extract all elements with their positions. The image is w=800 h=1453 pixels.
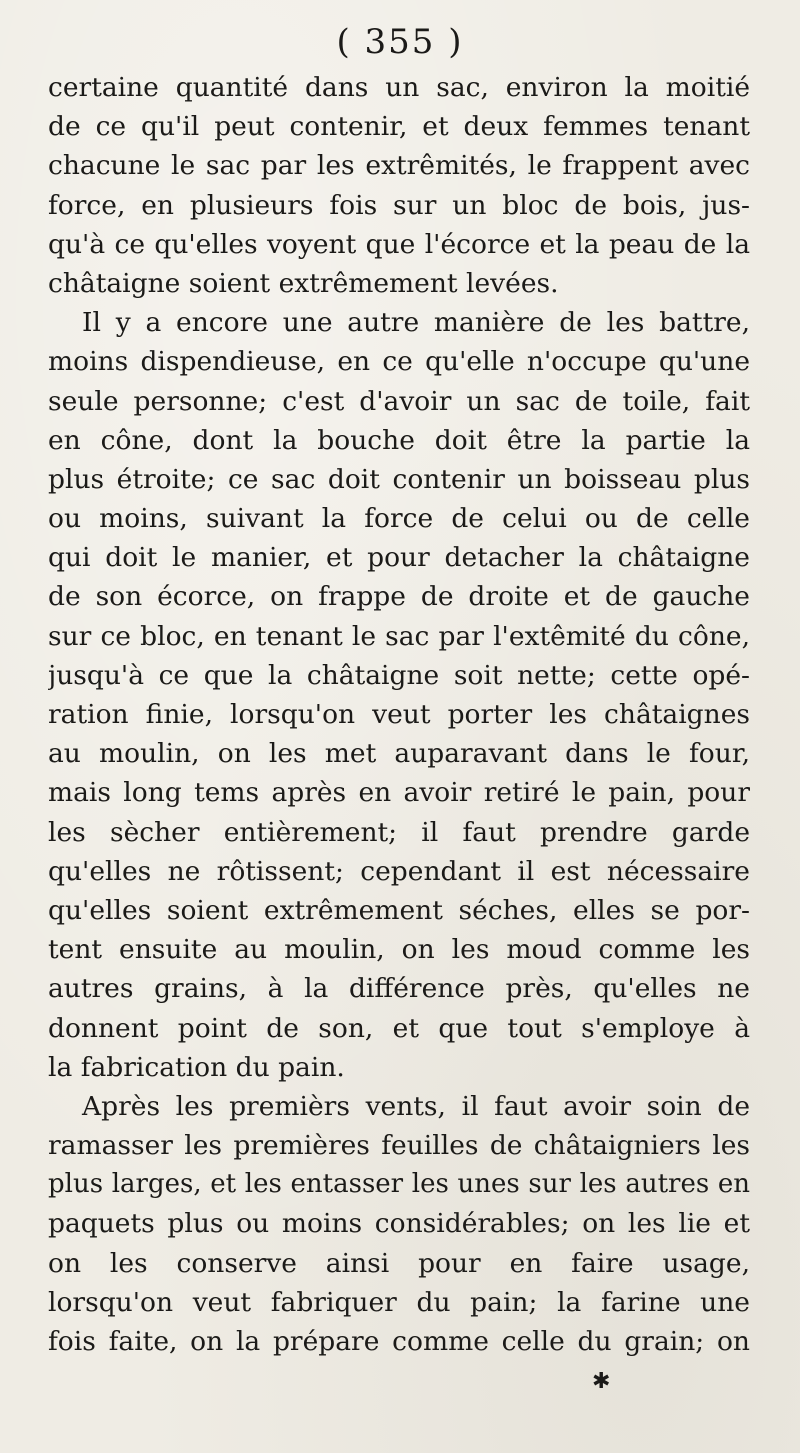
text-line: autres grains, à la différence près, qu'elles ne: [48, 973, 750, 1005]
text-line: moins dispendieuse, en ce qu'elle n'occupe qu'une: [48, 346, 750, 378]
text-line: au moulin, on les met auparavant dans le four,: [48, 738, 750, 770]
text-line: Après les premièrs vents, il faut avoir soin de: [82, 1090, 750, 1122]
text-line: sur ce bloc, en tenant le sac par l'extêmité du cône,: [48, 620, 750, 652]
text-line: plus étroite; ce sac doit contenir un boisseau plus: [48, 463, 750, 495]
text-line: certaine quantité dans un sac, environ la moitié: [48, 72, 750, 103]
text-line: chacune le sac par les extrêmités, le frappent avec: [48, 150, 750, 182]
text-line: jusqu'à ce que la châtaigne soit nette; cette opé-: [48, 659, 750, 691]
text-line: ou moins, suivant la force de celui ou de celle: [48, 503, 750, 535]
text-line: châtaigne soient extrêmement levées.: [48, 267, 559, 299]
text-line: force, en plusieurs fois sur un bloc de bois, jus-: [48, 189, 750, 221]
text-line: on les conserve ainsi pour en faire usage,: [48, 1247, 750, 1279]
text-line: la fabrication du pain.: [48, 1051, 345, 1083]
text-line: ramasser les premières feuilles de châtaigniers les: [48, 1130, 750, 1162]
text-line: de son écorce, on frappe de droite et de gauche: [48, 581, 750, 613]
body-text: [48, 68, 750, 1361]
text-line: paquets plus ou moins considérables; on les lie et: [48, 1208, 750, 1240]
page-number: ( 355 ): [336, 22, 464, 62]
text-line: seule personne; c'est d'avoir un sac de toile, fait: [48, 385, 750, 417]
text-line: fois faite, on la prépare comme celle du grain; on: [48, 1326, 750, 1357]
text-line: qui doit le manier, et pour detacher la châtaigne: [48, 542, 750, 574]
catchword-mark: ✱: [592, 1369, 611, 1394]
text-line: Il y a encore une autre manière de les battre,: [82, 307, 750, 339]
text-line: qu'elles soient extrêmement séches, elles se por-: [48, 894, 750, 926]
text-line: ration finie, lorsqu'on veut porter les châtaignes: [48, 699, 750, 730]
text-line: les sècher entièrement; il faut prendre garde: [48, 816, 750, 848]
text-line: qu'à ce qu'elles voyent que l'écorce et la peau de la: [48, 228, 750, 260]
text-line: mais long tems après en avoir retiré le pain, pour: [48, 777, 750, 809]
text-line: tent ensuite au moulin, on les moud comme les: [48, 934, 750, 966]
text-line: lorsqu'on veut fabriquer du pain; la farine une: [48, 1286, 750, 1318]
text-line: en cône, dont la bouche doit être la partie la: [48, 424, 750, 456]
text-line: plus larges, et les entasser les unes sur les autres en: [48, 1169, 750, 1200]
text-line: donnent point de son, et que tout s'employe à: [48, 1012, 750, 1044]
text-line: qu'elles ne rôtissent; cependant il est nécessaire: [48, 855, 750, 887]
text-line: de ce qu'il peut contenir, et deux femmes tenant: [48, 111, 750, 143]
